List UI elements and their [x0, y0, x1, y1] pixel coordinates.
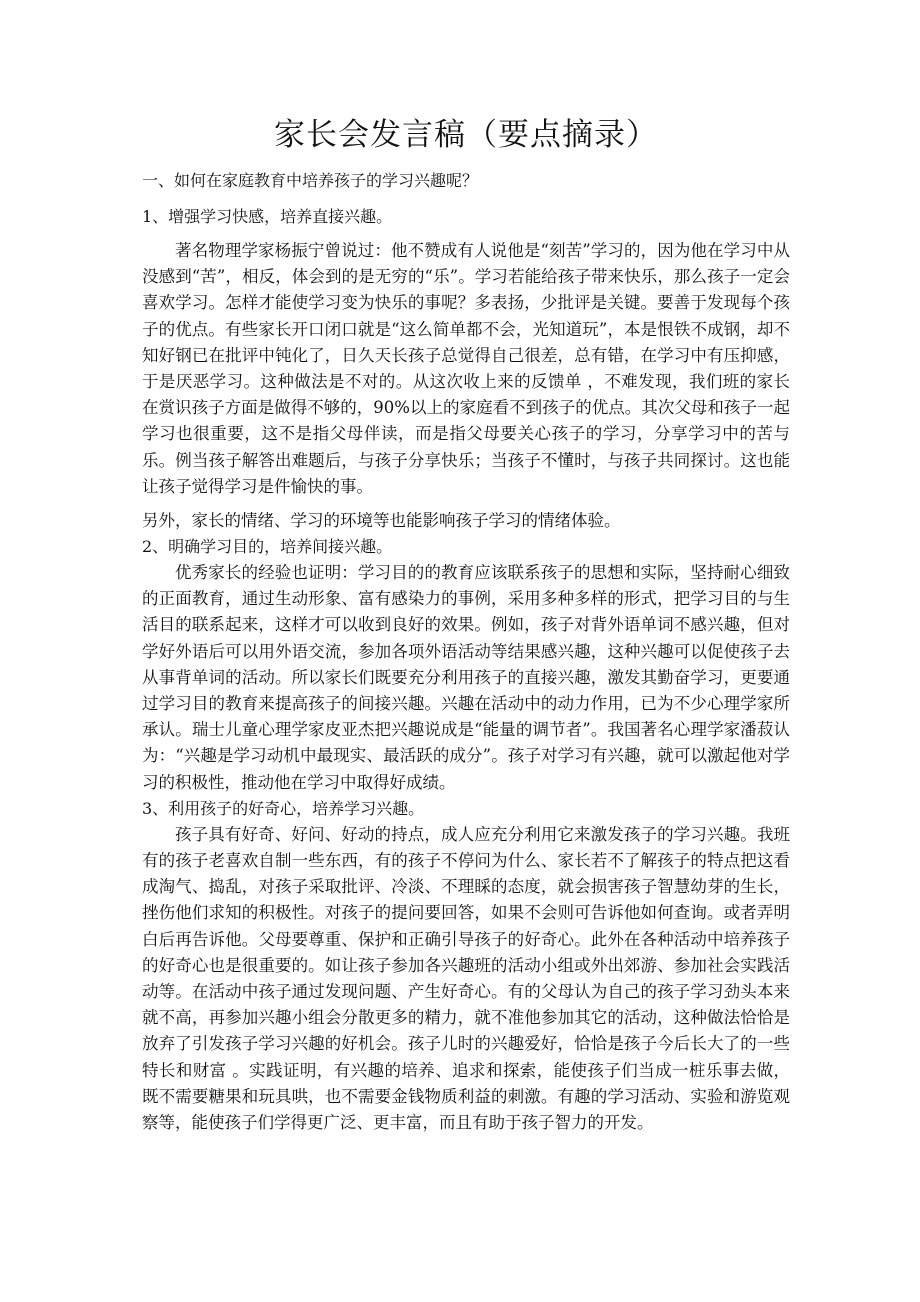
subheading-2: 2、明确学习目的，培养间接兴趣。 [142, 537, 393, 557]
subheading-1: 1、增强学习快感，培养直接兴趣。 [142, 207, 393, 226]
document-page [142, 112, 790, 1136]
paragraph-3: 孩子具有好奇、好问、好动的持点，成人应充分利用它来激发孩子的学习兴趣。我班有的孩子老喜欢自制一些东西，有的孩子不停问为什么、家长若不了解孩子的特点把这看成淘气、捣乱，对孩子采取批评、冷淡、不理睬的态度，就会损害孩子智慧幼芽的生长，挫伤他们求知的积极性。对孩子的提问要回答，如果不会则可告诉他如何查询。或者弄明白后再告诉他。父母要尊重、保护和正确引导孩子的好奇心。此外在各种活动中培养孩子的好奇心也是很重要的。如让孩子参加各兴趣班的活动小组或外出郊游、参加社会实践活动等。在活动中孩子通过发现问题、产生好奇心。有的父母认为自己的孩子学习劲头本来就不高，再参加兴趣小组会分散更多的精力，就不准他参加其它的活动，这种做法恰恰是放弃了引发孩子学习兴趣的好机会。孩子儿时的兴趣爱好，恰恰是孩子今后长大了的一些特长和财富 。实践证明，有兴趣的培养、追求和探索，能使孩子们当成一桩乐事去做，既不需要糖果和玩具哄，也不需要金钱物质利益的刺激。有趣的学习活动、实验和游览观察等，能使孩子们学得更广泛、更丰富，而且有助于孩子智力的开发。 [142, 824, 790, 1133]
paragraph-1: 著名物理学家杨振宁曾说过：他不赞成有人说他是“刻苦”学习的，因为他在学习中从没感到“苦”，相反，体会到的是无穷的“乐”。学习若能给孩子带来快乐，那么孩子一定会喜欢学习。怎样才能使学习变为快乐的事呢？多表扬，少批评是关键。要善于发现每个孩子的优点。有些家长开口闭口就是“这么简单都不会，光知道玩”，本是恨铁不成钢，却不知好钢已在批评中钝化了，日久天长孩子总觉得自己很差，总有错，在学习中有压抑感，于是厌恶学习。这种做法是不对的。从这次收上来的反馈单 ，不难发现，我们班的家长在赏识孩子方面是做得不够的，90%以上的家庭看不到孩子的优点。其次父母和孩子一起学习也很重要，这不是指父母伴读，而是指父母要关心孩子的学习，分享学习中的苦与乐。例当孩子解答出难题后，与孩子分享快乐；当孩子不懂时，与孩子共同探讨。这也能让孩子觉得学习是件愉快的事。 [142, 241, 790, 496]
paragraph-note: 另外，家长的情绪、学习的环境等也能影响孩子学习的情绪体验。 [142, 511, 621, 531]
paragraph-2: 优秀家长的经验也证明：学习目的的教育应该联系孩子的思想和实际，坚持耐心细致的正面教育，通过生动形象、富有感染力的事例，采用多种多样的形式，把学习目的与生活目的联系起来，这样才可以收到良好的效果。例如，孩子对背外语单词不感兴趣，但对学好外语后可以用外语交流，参加各项外语活动等结果感兴趣，这种兴趣可以促使孩子去从事背单词的活动。所以家长们既要充分利用孩子的直接兴趣，激发其勤奋学习，更要通过学习目的教育来提高孩子的间接兴趣。兴趣在活动中的动力作用，已为不少心理学家所承认。瑞士儿童心理学家皮亚杰把兴趣说成是“能量的调节者”。我国著名心理学家潘菽认为：“兴趣是学习动机中最现实、最活跃的成分”。孩子对学习有兴趣，就可以激起他对学习的积极性，推动他在学习中取得好成绩。 [142, 563, 790, 792]
subheading-3: 3、利用孩子的好奇心，培养学习兴趣。 [142, 798, 425, 818]
section-heading-1: 一、如何在家庭教育中培养孩子的学习兴趣呢？ [142, 171, 479, 190]
page-title: 家长会发言稿（要点摘录） [274, 117, 658, 153]
